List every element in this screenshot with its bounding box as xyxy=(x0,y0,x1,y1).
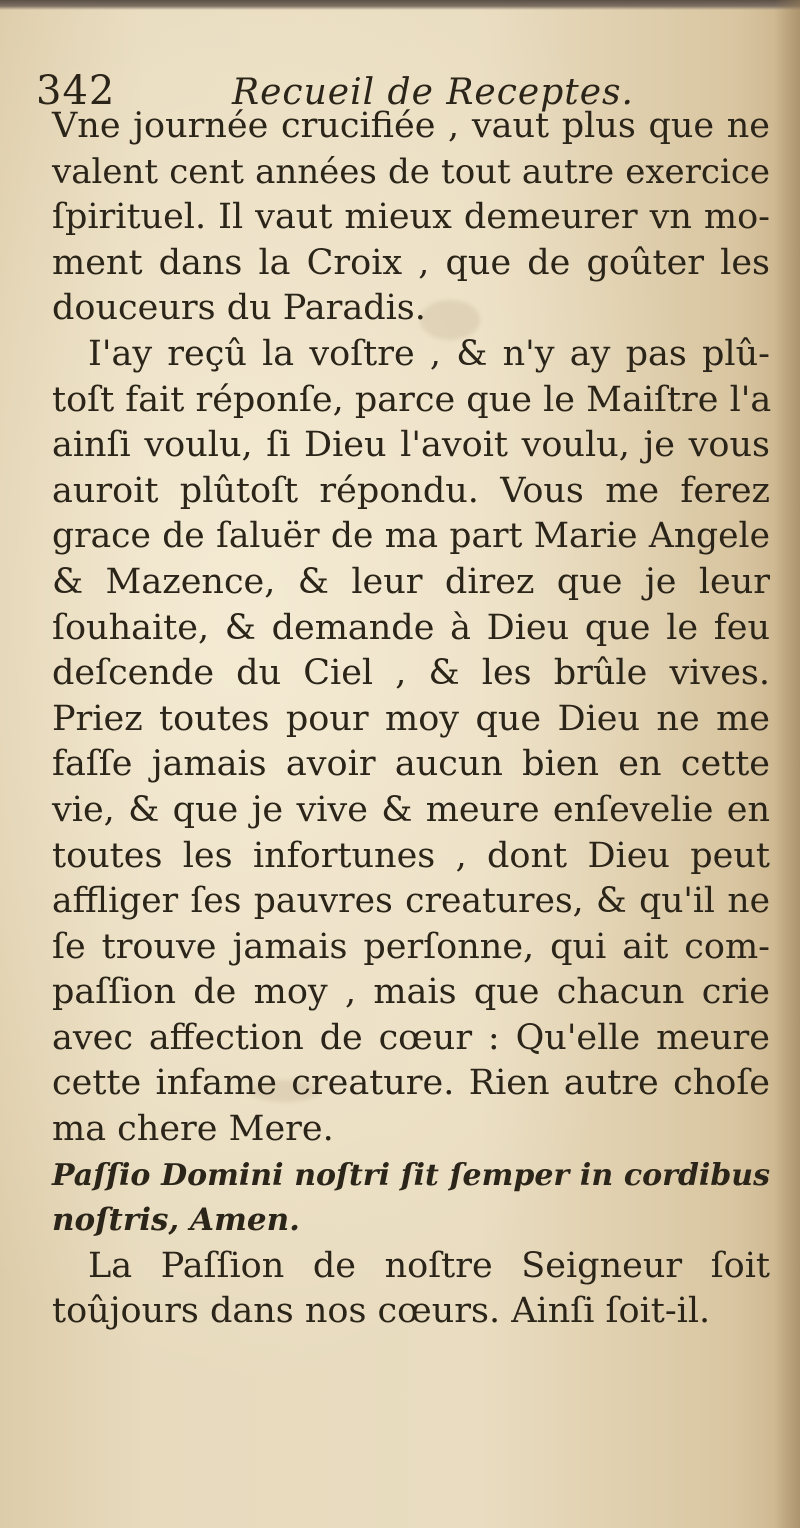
page-gutter-shadow xyxy=(774,0,800,1528)
text-line: toûjours dans nos cœurs. Ainſi ſoit-il. xyxy=(52,1291,711,1332)
text-line: ment dans la Croix , que de goûter les xyxy=(52,242,770,283)
text-line: affliger ſes pauvres creatures, & qu'il ne xyxy=(52,881,770,922)
text-line: Priez toutes pour moy que Dieu ne me xyxy=(52,698,770,739)
text-line: ſe trouve jamais perſonne, qui ait com- xyxy=(52,926,770,967)
text-line: ſouhaite, & demande à Dieu que le feu xyxy=(52,607,770,648)
text-line: cette infame creature. Rien autre choſe xyxy=(52,1063,770,1104)
text-line: paſſion de moy , mais que chacun crie xyxy=(52,972,770,1013)
text-line: auroit plûtoſt répondu. Vous me ferez xyxy=(52,470,770,511)
text-line: I'ay reçû la voſtre , & n'y ay pas plû- xyxy=(88,333,770,374)
text-line: Vne journée crucifiée , vaut plus que ne xyxy=(52,106,770,146)
text-line: toſt fait réponſe, parce que le Maiſtre l'a xyxy=(52,379,772,420)
text-line: vie, & que je vive & meure enſevelie en xyxy=(52,789,770,830)
running-head: Recueil de Receptes. xyxy=(232,72,634,113)
page-top-edge xyxy=(0,0,800,10)
text-line: ſpirituel. Il vaut mieux demeurer vn mo- xyxy=(52,197,770,238)
text-line: douceurs du Paradis. xyxy=(52,288,426,329)
text-line: ma chere Mere. xyxy=(52,1109,334,1150)
page-number: 342 xyxy=(36,68,116,114)
text-line: ainſi voulu, ſi Dieu l'avoit voulu, je vous xyxy=(52,425,770,466)
text-line: avec affection de cœur : Qu'elle meure xyxy=(52,1017,770,1058)
text-line: grace de ſaluër de ma part Marie Angele xyxy=(52,516,770,557)
text-line: toutes les infortunes , dont Dieu peut xyxy=(52,835,770,876)
text-line: deſcende du Ciel , & les brûle vives. xyxy=(52,653,770,694)
latin-line: Paſſio Domini noſtri ſit ſemper in cordibus xyxy=(52,1157,770,1193)
latin-line: noſtris, Amen. xyxy=(52,1202,300,1239)
text-line: valent cent années de tout autre exercice xyxy=(52,151,770,192)
text-line: La Paſſion de noſtre Seigneur ſoit xyxy=(88,1245,770,1286)
text-line: faſſe jamais avoir aucun bien en cette xyxy=(52,744,770,785)
text-line: & Mazence, & leur direz que je leur xyxy=(52,561,770,602)
body-text xyxy=(52,104,770,1335)
